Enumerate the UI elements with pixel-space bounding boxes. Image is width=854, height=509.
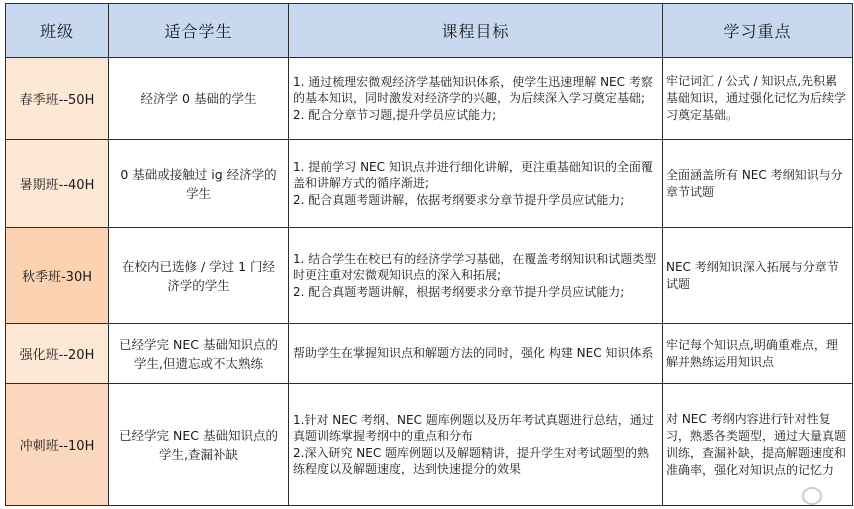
table-row: [6, 58, 853, 140]
goal-line: 1.针对 NEC 考纲、NEC 题库例题以及历年考试真题进行总结，通过真题训练掌握考纲中的重点和分布: [293, 412, 654, 443]
class-name: 强化班--20H: [6, 324, 109, 384]
table-row: [6, 228, 853, 324]
goal-line: 帮助学生在掌握知识点和解题方法的同时，强化 构建 NEC 知识体系: [293, 346, 654, 361]
class-name: 春季班--50H: [6, 58, 109, 140]
header-class: 班级: [6, 4, 109, 58]
header-audience: 适合学生: [109, 4, 289, 58]
watermark: [802, 487, 826, 506]
goals: [289, 140, 663, 228]
course-table: [5, 3, 853, 506]
focus: 牢记词汇 / 公式 / 知识点,先积累基础知识，通过强化记忆为后续学习奠定基础。: [663, 58, 853, 140]
goal-line: 2. 配合真题考题讲解，依据考纲要求分章节提升学员应试能力;: [293, 192, 625, 207]
class-name: 暑期班--40H: [6, 140, 109, 228]
header-row: [6, 4, 853, 58]
wechat-icon: [802, 487, 822, 505]
audience: 0 基础或接触过 ig 经济学的学生: [109, 140, 289, 228]
focus: 牢记每个知识点,明确重难点，理解并熟练运用知识点: [663, 324, 853, 384]
header-goals: 课程目标: [289, 4, 663, 58]
class-name: 冲刺班--10H: [6, 384, 109, 506]
goal-line: 1. 提前学习 NEC 知识点并进行细化讲解，更注重基础知识的全面覆盖和讲解方式的循序渐进;: [293, 159, 653, 191]
audience: 经济学 0 基础的学生: [109, 58, 289, 140]
goal-line: 1. 通过梳理宏微观经济学基础知识体系，使学生迅速理解 NEC 考察的基本知识，同时激发对经济学的兴趣，为后续深入学习奠定基础;: [293, 74, 653, 106]
table-row: [6, 384, 853, 506]
focus: NEC 考纲知识深入拓展与分章节试题: [663, 228, 853, 324]
header-focus: 学习重点: [663, 4, 853, 58]
focus: 全面涵盖所有 NEC 考纲知识与分章节试题: [663, 140, 853, 228]
goal-line: 2. 配合真题考题讲解，根据考纲要求分章节提升学员应试能力;: [293, 284, 625, 299]
goal-line: 2. 配合分章节习题,提升学员应试能力;: [293, 107, 497, 122]
class-name: 秋季班-30H: [6, 228, 109, 324]
goals: [289, 324, 663, 384]
table-row: [6, 324, 853, 384]
audience: 已经学完 NEC 基础知识点的学生,但遗忘或不太熟练: [109, 324, 289, 384]
audience: 在校内已选修 / 学过 1 门经济学的学生: [109, 228, 289, 324]
audience: 已经学完 NEC 基础知识点的学生,查漏补缺: [109, 384, 289, 506]
focus: 对 NEC 考纲内容进行针对性复习，熟悉各类题型，通过大量真题训练，查漏补缺，提高解题速度和准确率，强化对知识点的记忆力: [663, 384, 853, 506]
goals: [289, 58, 663, 140]
goals: [289, 384, 663, 506]
goals: [289, 228, 663, 324]
goal-line: 1. 结合学生在校已有的经济学学习基础，在覆盖考纲知识和试题类型时更注重对宏微观知识点的深入和拓展;: [293, 251, 657, 283]
goal-line: 2.深入研究 NEC 题库例题以及解题精讲，提升学生对考试题型的熟练程度以及解题速度，达到快速提分的效果: [293, 445, 650, 476]
table-row: [6, 140, 853, 228]
